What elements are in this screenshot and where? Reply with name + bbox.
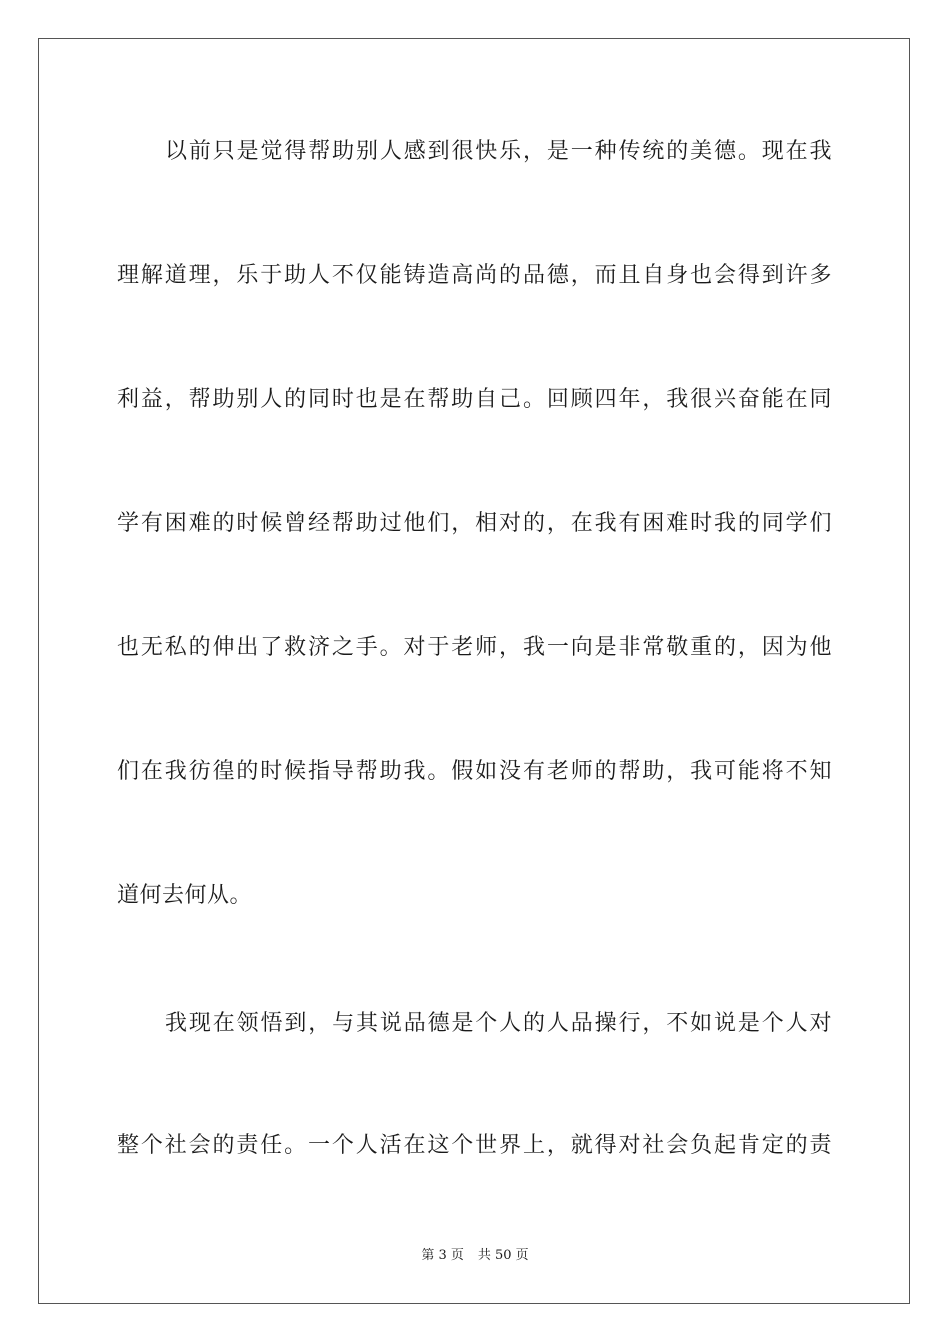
page-footer [0,1248,950,1264]
paragraph-1-line-1: 以前只是觉得帮助别人感到很快乐，是一种传统的美德。现在我 [165,139,832,164]
paragraph-2-line-1: 我现在领悟到，与其说品德是个人的人品操行，不如说是个人对 [165,1011,832,1036]
paragraph-1-line-3: 利益，帮助别人的同时也是在帮助自己。回顾四年，我很兴奋能在同 [117,387,832,412]
paragraph-1-line-7: 道何去何从。 [117,883,253,908]
paragraph-1-line-4: 学有困难的时候曾经帮助过他们，相对的，在我有困难时我的同学们 [117,511,832,536]
paragraph-1-line-6: 们在我彷徨的时候指导帮助我。假如没有老师的帮助，我可能将不知 [117,759,832,784]
paragraph-1-line-5: 也无私的伸出了救济之手。对于老师，我一向是非常敬重的，因为他 [117,635,832,660]
paragraph-2-line-2: 整个社会的责任。一个人活在这个世界上，就得对社会负起肯定的责 [117,1133,832,1158]
paragraph-1-line-2: 理解道理，乐于助人不仅能铸造高尚的品德，而且自身也会得到许多 [117,263,832,288]
page-border [38,38,910,1304]
page-total: 共 50 页 [477,1248,529,1263]
page-number: 第 3 页 [421,1248,464,1263]
